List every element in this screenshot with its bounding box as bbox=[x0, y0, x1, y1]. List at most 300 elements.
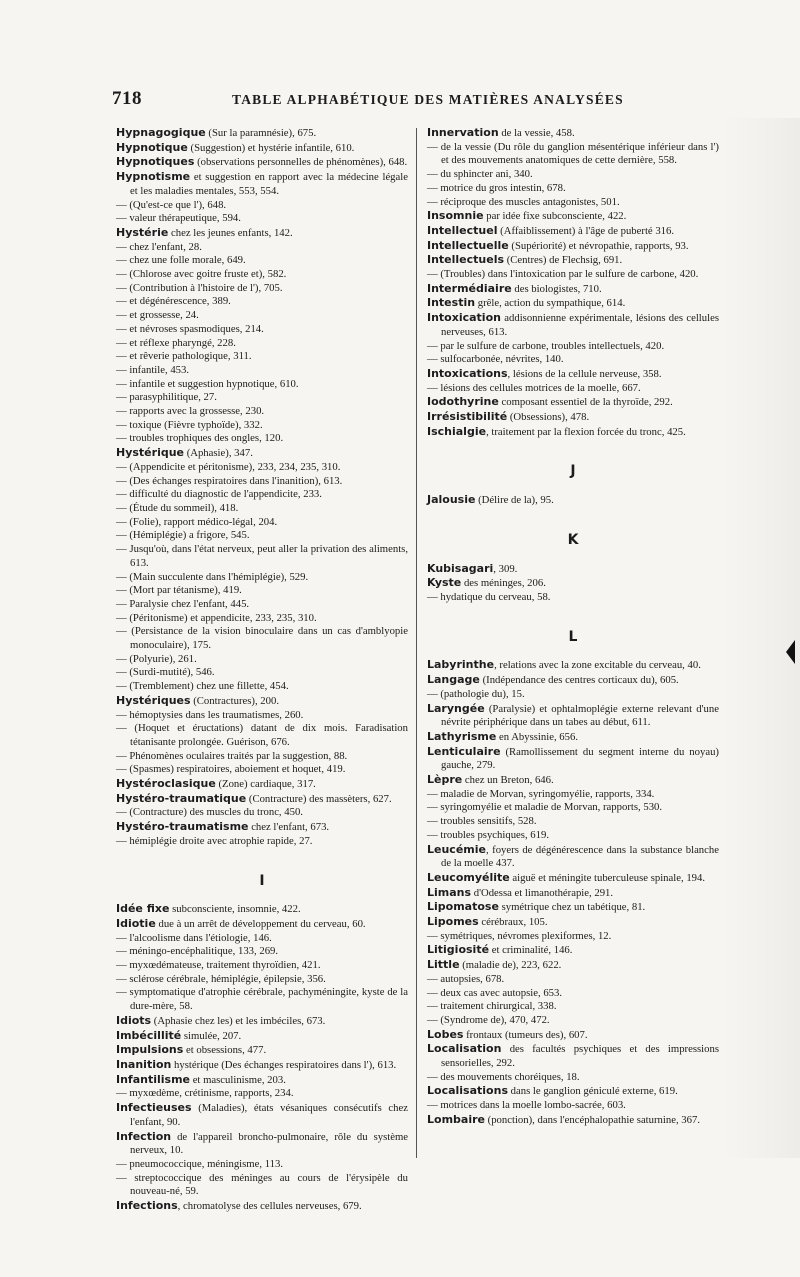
entry-headword: Lathyrisme bbox=[427, 729, 497, 743]
entry-text: — sulfocarbonée, névrites, 140. bbox=[427, 353, 564, 366]
entry-headword: Lèpre bbox=[427, 773, 463, 787]
entry-text: — (Persistance de la vision binoculaire dans un cas d'amblyopie monoculaire), 175. bbox=[116, 625, 408, 652]
entry-text: (ponction), dans l'encéphalopathie saturnine, 367. bbox=[484, 1113, 701, 1126]
entry-text: et criminalité, 146. bbox=[489, 944, 573, 957]
index-entry bbox=[116, 612, 408, 626]
entry-headword: Hystérie bbox=[116, 225, 169, 239]
bleed-through-shadow bbox=[722, 118, 800, 1158]
index-entry bbox=[427, 209, 719, 224]
index-entry bbox=[116, 806, 408, 820]
entry-headword: Intestin bbox=[427, 296, 476, 310]
index-entry bbox=[116, 323, 408, 337]
entry-headword: Lombaire bbox=[427, 1112, 485, 1126]
index-entry bbox=[427, 282, 719, 297]
entry-text: — (Troubles) dans l'intoxication par le sulfure de carbone, 420. bbox=[427, 268, 699, 281]
entry-text: — myxœdème, crétinisme, rapports, 234. bbox=[116, 1087, 294, 1100]
entry-text: — syringomyélie et maladie de Morvan, rapports, 530. bbox=[427, 801, 663, 814]
entry-text: — (Étude du sommeil), 418. bbox=[116, 501, 239, 514]
entry-headword: Hystéro-traumatisme bbox=[116, 820, 249, 834]
entry-headword: Idiotie bbox=[116, 916, 156, 930]
entry-headword: Intoxications bbox=[427, 366, 508, 380]
index-entry bbox=[116, 241, 408, 255]
index-entry bbox=[427, 1028, 719, 1043]
entry-text: — streptococcique des méninges au cours de l'érysipèle du nouveau-né, 59. bbox=[116, 1171, 408, 1198]
page-edge-mark bbox=[786, 640, 795, 664]
entry-text: — maladie de Morvan, syringomyélie, rapports, 334. bbox=[427, 787, 655, 800]
index-entry bbox=[116, 295, 408, 309]
entry-headword: Hystéro-traumatique bbox=[116, 791, 247, 805]
entry-text: — valeur thérapeutique, 594. bbox=[116, 212, 241, 225]
entry-text: (Supériorité) et névropathie, rapports, 93. bbox=[508, 239, 689, 252]
index-entry bbox=[116, 1101, 408, 1129]
entry-text: (Aphasie), 347. bbox=[184, 447, 253, 460]
entry-headword: Jalousie bbox=[427, 493, 476, 507]
index-entry bbox=[427, 311, 719, 339]
index-entry bbox=[116, 309, 408, 323]
index-entry bbox=[427, 788, 719, 802]
entry-headword: Insomnie bbox=[427, 209, 484, 223]
entry-text: — (pathologie du), 15. bbox=[427, 687, 525, 700]
entry-text: — hydatique du cerveau, 58. bbox=[427, 590, 551, 603]
index-entry bbox=[427, 425, 719, 440]
entry-text: — motrice du gros intestin, 678. bbox=[427, 181, 566, 194]
index-entry bbox=[116, 598, 408, 612]
entry-headword: Hypnotiques bbox=[116, 155, 195, 169]
index-entry bbox=[116, 350, 408, 364]
index-entry bbox=[427, 773, 719, 788]
index-entry bbox=[116, 680, 408, 694]
index-entry bbox=[116, 902, 408, 917]
index-entry bbox=[427, 943, 719, 958]
page-header bbox=[112, 88, 632, 112]
entry-text: (Aphasie chez les) et les imbéciles, 673. bbox=[151, 1014, 326, 1027]
entry-headword: Ischialgie bbox=[427, 424, 487, 438]
index-entry bbox=[116, 666, 408, 680]
entry-text: dans le ganglion géniculé externe, 619. bbox=[508, 1085, 678, 1098]
entry-text: par idée fixe subconsciente, 422. bbox=[483, 210, 627, 223]
entry-text: (Affaiblissement) à l'âge de puberté 316. bbox=[497, 224, 675, 237]
entry-text: — deux cas avec autopsie, 653. bbox=[427, 986, 563, 999]
section-letter: J bbox=[570, 463, 576, 480]
entry-headword: Intoxication bbox=[427, 311, 501, 325]
index-entry bbox=[427, 1071, 719, 1085]
entry-headword: Infantilisme bbox=[116, 1072, 191, 1086]
index-entry bbox=[116, 199, 408, 213]
entry-headword: Langage bbox=[427, 673, 480, 687]
entry-text: — sclérose cérébrale, hémiplégie, épilepsie, 356. bbox=[116, 972, 326, 985]
right-index-column bbox=[427, 126, 719, 1128]
entry-text: — Paralysie chez l'enfant, 445. bbox=[116, 597, 250, 610]
entry-text: — infantile, 453. bbox=[116, 363, 190, 376]
index-entry bbox=[116, 529, 408, 543]
section-letter: K bbox=[567, 531, 579, 548]
index-entry bbox=[116, 1029, 408, 1044]
index-entry bbox=[427, 801, 719, 815]
entry-headword: Idée fixe bbox=[116, 902, 170, 916]
index-entry bbox=[427, 958, 719, 973]
entry-text: — méningo-encéphalitique, 133, 269. bbox=[116, 945, 279, 958]
index-entry bbox=[116, 391, 408, 405]
index-entry bbox=[116, 932, 408, 946]
entry-headword: Kubisagari bbox=[427, 561, 494, 575]
entry-headword: Hypnagogique bbox=[116, 126, 206, 139]
entry-headword: Infection bbox=[116, 1129, 172, 1143]
index-entry bbox=[116, 446, 408, 461]
index-entry bbox=[116, 170, 408, 198]
index-entry bbox=[116, 986, 408, 1013]
index-entry bbox=[427, 382, 719, 396]
entry-text: subconsciente, insomnie, 422. bbox=[169, 903, 301, 916]
index-entry bbox=[427, 973, 719, 987]
left-index-column bbox=[116, 126, 408, 1214]
entry-text: aiguë et méningite tuberculeuse spinale, 194. bbox=[509, 871, 706, 884]
index-entry bbox=[427, 196, 719, 210]
index-entry bbox=[116, 1043, 408, 1058]
index-entry bbox=[116, 337, 408, 351]
entry-text: — chez l'enfant, 28. bbox=[116, 240, 202, 253]
entry-text: (Suggestion) et hystérie infantile, 610. bbox=[187, 141, 355, 154]
entry-text: — (Qu'est-ce que l'), 648. bbox=[116, 198, 227, 211]
index-entry bbox=[427, 239, 719, 254]
entry-headword: Imbécillité bbox=[116, 1028, 182, 1042]
index-entry bbox=[116, 155, 408, 170]
entry-text: — (Spasmes) respiratoires, aboiement et hoquet, 419. bbox=[116, 763, 346, 776]
index-entry bbox=[116, 722, 408, 749]
entry-text: — (Tremblement) chez une fillette, 454. bbox=[116, 680, 289, 693]
entry-text: , relations avec la zone excitable du cerveau, 40. bbox=[494, 659, 701, 672]
entry-text: — troubles psychiques, 619. bbox=[427, 828, 550, 841]
entry-text: — (Mort par tétanisme), 419. bbox=[116, 584, 242, 597]
index-entry bbox=[427, 900, 719, 915]
index-entry bbox=[427, 688, 719, 702]
index-entry bbox=[116, 1014, 408, 1029]
entry-headword: Impulsions bbox=[116, 1043, 184, 1057]
index-entry bbox=[427, 253, 719, 268]
entry-text: chez les jeunes enfants, 142. bbox=[168, 226, 293, 239]
index-entry bbox=[427, 126, 719, 141]
entry-text: — pneumococcique, méningisme, 113. bbox=[116, 1157, 284, 1170]
entry-text: (Délire de la), 95. bbox=[475, 494, 554, 507]
entry-text: — (Appendicite et péritonisme), 233, 234, 235, 310. bbox=[116, 460, 341, 473]
index-entry bbox=[116, 571, 408, 585]
entry-headword: Lipomatose bbox=[427, 900, 499, 914]
index-entry bbox=[427, 353, 719, 367]
entry-headword: Laryngée bbox=[427, 701, 485, 715]
index-entry bbox=[116, 461, 408, 475]
entry-text: — symptomatique d'atrophie cérébrale, pachyméningite, kyste de la dure-mère, 58. bbox=[116, 986, 408, 1013]
entry-text: — (Polyurie), 261. bbox=[116, 652, 197, 665]
entry-text: — (Hoquet et éructations) datant de dix mois. Faradisation tétanisante prolongée. Guérison, 676. bbox=[116, 722, 408, 748]
entry-text: — (Hémiplégie) a frigore, 545. bbox=[116, 529, 250, 542]
entry-text: en Abyssinie, 656. bbox=[496, 730, 578, 743]
entry-text: d'Odessa et limanothérapie, 291. bbox=[471, 886, 614, 899]
entry-text: — parasyphilitique, 27. bbox=[116, 391, 217, 404]
index-entry bbox=[427, 1042, 719, 1070]
entry-text: — réciproque des muscles antagonistes, 501. bbox=[427, 195, 620, 208]
entry-text: , lésions de la cellule nerveuse, 358. bbox=[507, 367, 662, 380]
entry-text: — et réflexe pharyngé, 228. bbox=[116, 336, 236, 349]
entry-headword: Infectieuses bbox=[116, 1101, 192, 1115]
entry-text: — Jusqu'où, dans l'état nerveux, peut aller la privation des aliments, 613. bbox=[116, 543, 408, 569]
index-entry bbox=[116, 226, 408, 241]
entry-text: — traitement chirurgical, 338. bbox=[427, 1000, 557, 1013]
index-entry bbox=[427, 168, 719, 182]
index-entry bbox=[116, 364, 408, 378]
entry-text: — rapports avec la grossesse, 230. bbox=[116, 405, 265, 418]
index-entry bbox=[116, 516, 408, 530]
entry-headword: Irrésistibilité bbox=[427, 410, 508, 424]
index-entry bbox=[427, 702, 719, 730]
entry-headword: Leucémie bbox=[427, 842, 486, 856]
index-entry bbox=[116, 254, 408, 268]
entry-text: — (Syndrome de), 470, 472. bbox=[427, 1013, 550, 1026]
entry-text: (Obsessions), 478. bbox=[507, 411, 590, 424]
entry-headword: Intellectuels bbox=[427, 253, 505, 267]
index-entry bbox=[116, 282, 408, 296]
index-entry bbox=[427, 395, 719, 410]
index-entry bbox=[116, 212, 408, 226]
entry-headword: Intermédiaire bbox=[427, 281, 512, 295]
entry-headword: Little bbox=[427, 958, 460, 972]
entry-headword: Lipomes bbox=[427, 915, 479, 929]
entry-headword: Intellectuel bbox=[427, 223, 498, 237]
index-entry bbox=[116, 419, 408, 433]
index-entry bbox=[427, 268, 719, 282]
index-entry bbox=[116, 141, 408, 156]
entry-text: — (Surdi-mutité), 546. bbox=[116, 666, 215, 679]
index-entry bbox=[116, 1172, 408, 1199]
index-entry bbox=[427, 658, 719, 673]
page-number: 718 bbox=[112, 88, 142, 109]
entry-text: — symétriques, névromes plexiformes, 12. bbox=[427, 929, 612, 942]
entry-text: frontaux (tumeurs des), 607. bbox=[463, 1028, 588, 1041]
entry-text: simulée, 207. bbox=[181, 1029, 242, 1042]
entry-text: et masculinisme, 203. bbox=[190, 1073, 286, 1086]
entry-text: — et grossesse, 24. bbox=[116, 309, 199, 322]
entry-headword: Localisation bbox=[427, 1042, 502, 1056]
index-entry bbox=[427, 730, 719, 745]
index-entry bbox=[116, 625, 408, 652]
entry-text: — l'alcoolisme dans l'étiologie, 146. bbox=[116, 931, 272, 944]
entry-text: (Ramollissement du segment interne du noyau) gauche, 279. bbox=[441, 745, 719, 772]
index-entry bbox=[116, 378, 408, 392]
index-entry bbox=[116, 763, 408, 777]
entry-text: — toxique (Fièvre typhoïde), 332. bbox=[116, 418, 263, 431]
entry-headword: Lenticulaire bbox=[427, 744, 501, 758]
entry-text: due à un arrêt de développement du cerveau, 60. bbox=[155, 917, 366, 930]
index-entry bbox=[427, 987, 719, 1001]
entry-text: — myxœdémateuse, traitement thyroïdien, 421. bbox=[116, 959, 321, 972]
entry-text: et obsessions, 477. bbox=[183, 1044, 267, 1057]
index-entry bbox=[427, 1113, 719, 1128]
section-letter: I bbox=[259, 872, 265, 889]
entry-text: (Paralysie) et ophtalmoplégie externe relevant d'une névrite périphérique dans un tabes au début, 611. bbox=[441, 702, 719, 729]
entry-text: addisonnienne expérimentale, lésions des cellules nerveuses, 613. bbox=[441, 312, 719, 338]
index-entry bbox=[116, 917, 408, 932]
index-entry bbox=[116, 488, 408, 502]
entry-text: — (Contribution à l'histoire de l'), 705. bbox=[116, 281, 283, 294]
index-entry bbox=[116, 1087, 408, 1101]
index-entry bbox=[116, 126, 408, 141]
entry-text: — infantile et suggestion hypnotique, 610. bbox=[116, 377, 299, 390]
entry-text: — et rêverie pathologique, 311. bbox=[116, 350, 252, 363]
entry-text: des méninges, 206. bbox=[461, 577, 546, 590]
entry-text: — troubles trophiques des ongles, 120. bbox=[116, 432, 284, 445]
index-entry bbox=[116, 584, 408, 598]
entry-headword: Intellectuelle bbox=[427, 238, 509, 252]
index-entry bbox=[427, 340, 719, 354]
index-entry bbox=[116, 945, 408, 959]
index-entry bbox=[116, 502, 408, 516]
entry-text: — (Main succulente dans l'hémiplégie), 529. bbox=[116, 570, 309, 583]
entry-text: — de la vessie (Du rôle du ganglion mésentérique inférieur dans l') et des mouvements anatomiques de cette dernière, 558. bbox=[427, 140, 719, 167]
entry-text: — (Chlorose avec goitre fruste et), 582. bbox=[116, 268, 287, 281]
entry-text: — (Des échanges respiratoires dans l'inanition), 613. bbox=[116, 474, 343, 487]
index-entry bbox=[116, 835, 408, 849]
index-entry bbox=[427, 141, 719, 168]
entry-headword: Infections bbox=[116, 1199, 178, 1213]
entry-text: (Sur la paramnésie), 675. bbox=[205, 127, 317, 139]
index-entry bbox=[427, 576, 719, 591]
index-entry bbox=[427, 1014, 719, 1028]
index-entry bbox=[427, 224, 719, 239]
entry-text: , traitement par la flexion forcée du tronc, 425. bbox=[486, 425, 686, 438]
entry-headword: Hypnotisme bbox=[116, 170, 191, 184]
entry-text: — hémoptysies dans les traumatismes, 260. bbox=[116, 708, 304, 721]
index-entry bbox=[116, 1130, 408, 1158]
entry-text: — motrices dans la moelle lombo-sacrée, 603. bbox=[427, 1099, 626, 1112]
index-entry bbox=[427, 1099, 719, 1113]
index-entry bbox=[427, 673, 719, 688]
index-entry bbox=[427, 591, 719, 605]
index-entry bbox=[116, 543, 408, 570]
entry-headword: Inanition bbox=[116, 1058, 172, 1071]
entry-text: et suggestion en rapport avec la médecine légale et les maladies mentales, 553, 554. bbox=[130, 171, 408, 197]
entry-text: hystérique (Des échanges respiratoires dans l'), 613. bbox=[171, 1059, 397, 1071]
entry-headword: Labyrinthe bbox=[427, 658, 495, 672]
index-entry bbox=[116, 709, 408, 723]
entry-text: , 309. bbox=[493, 562, 518, 575]
index-entry bbox=[427, 829, 719, 843]
entry-text: , foyers de dégénérescence dans la substance blanche de la moelle 437. bbox=[441, 843, 719, 870]
index-entry bbox=[427, 1084, 719, 1099]
index-entry bbox=[427, 410, 719, 425]
entry-text: cérébraux, 105. bbox=[478, 916, 548, 929]
entry-text: grêle, action du sympathique, 614. bbox=[475, 297, 626, 310]
entry-headword: Hystérique bbox=[116, 446, 185, 460]
entry-headword: Litigiosité bbox=[427, 943, 490, 957]
entry-text: — lésions des cellules motrices de la moelle, 667. bbox=[427, 381, 641, 394]
entry-text: (Zone) cardiaque, 317. bbox=[215, 778, 316, 791]
index-entry bbox=[427, 1000, 719, 1014]
index-entry bbox=[427, 296, 719, 311]
index-entry bbox=[116, 777, 408, 792]
entry-text: (Centres) de Flechsig, 691. bbox=[504, 254, 623, 267]
entry-headword: Kyste bbox=[427, 576, 462, 590]
index-entry bbox=[427, 367, 719, 382]
entry-text: des facultés psychiques et des impressions sensorielles, 292. bbox=[441, 1043, 719, 1070]
index-entry bbox=[427, 562, 719, 577]
index-entry bbox=[427, 182, 719, 196]
entry-text: — difficulté du diagnostic de l'appendicite, 233. bbox=[116, 488, 322, 501]
index-entry bbox=[427, 815, 719, 829]
entry-text: — des mouvements choréiques, 18. bbox=[427, 1070, 580, 1083]
entry-text: — chez une folle morale, 649. bbox=[116, 254, 246, 267]
entry-headword: Idiots bbox=[116, 1013, 152, 1027]
index-entry bbox=[116, 820, 408, 835]
entry-text: de la vessie, 458. bbox=[498, 127, 575, 139]
entry-text: chez l'enfant, 673. bbox=[248, 821, 330, 834]
entry-text: — (Folie), rapport médico-légal, 204. bbox=[116, 515, 278, 528]
index-entry bbox=[116, 405, 408, 419]
entry-text: — Phénomènes oculaires traités par la suggestion, 88. bbox=[116, 749, 348, 762]
entry-text: — hémiplégie droite avec atrophie rapide, 27. bbox=[116, 834, 313, 847]
index-entry bbox=[116, 1199, 408, 1214]
entry-text: — et dégénérescence, 389. bbox=[116, 295, 231, 308]
index-entry bbox=[116, 475, 408, 489]
entry-text: (Contractures), 200. bbox=[190, 694, 280, 707]
index-entry bbox=[116, 1073, 408, 1088]
index-entry bbox=[427, 915, 719, 930]
entry-headword: Innervation bbox=[427, 126, 499, 139]
index-entry bbox=[116, 959, 408, 973]
index-entry bbox=[116, 268, 408, 282]
entry-text: — du sphincter ani, 340. bbox=[427, 168, 533, 181]
entry-text: (Indépendance des centres corticaux du), 605. bbox=[479, 674, 679, 687]
entry-text: — par le sulfure de carbone, troubles intellectuels, 420. bbox=[427, 339, 665, 352]
entry-text: — troubles sensitifs, 528. bbox=[427, 815, 537, 828]
index-entry bbox=[427, 886, 719, 901]
entry-text: (observations personnelles de phénomènes), 648. bbox=[194, 156, 408, 169]
entry-headword: Hypnotique bbox=[116, 140, 188, 154]
entry-text: — (Péritonisme) et appendicite, 233, 235, 310. bbox=[116, 611, 317, 624]
entry-text: — (Contracture) des muscles du tronc, 450. bbox=[116, 806, 303, 819]
entry-headword: Iodothyrine bbox=[427, 395, 499, 409]
entry-text: (Contracture) des massèters, 627. bbox=[246, 792, 392, 805]
index-entry bbox=[427, 843, 719, 871]
entry-headword: Localisations bbox=[427, 1084, 508, 1098]
entry-text: chez un Breton, 646. bbox=[462, 774, 554, 787]
index-entry bbox=[427, 493, 719, 508]
column-divider bbox=[416, 128, 417, 1158]
entry-text: — et névroses spasmodiques, 214. bbox=[116, 322, 264, 335]
section-letter: L bbox=[568, 628, 578, 645]
entry-text: — autopsies, 678. bbox=[427, 972, 505, 985]
index-entry bbox=[427, 871, 719, 886]
index-entry bbox=[116, 750, 408, 764]
entry-text: des biologistes, 710. bbox=[511, 282, 602, 295]
entry-text: , chromatolyse des cellules nerveuses, 679. bbox=[177, 1200, 362, 1213]
index-entry bbox=[116, 792, 408, 807]
entry-headword: Hystériques bbox=[116, 693, 191, 707]
entry-text: (maladie de), 223, 622. bbox=[459, 959, 562, 972]
entry-headword: Hystéroclasique bbox=[116, 777, 216, 791]
entry-headword: Limans bbox=[427, 885, 472, 899]
index-entry bbox=[427, 930, 719, 944]
entry-text: de l'appareil broncho-pulmonaire, rôle du système nerveux, 10. bbox=[130, 1130, 408, 1157]
index-entry bbox=[116, 1058, 408, 1073]
entry-text: (Maladies), états vésaniques consécutifs chez l'enfant, 90. bbox=[130, 1102, 408, 1128]
entry-text: symétrique chez un tabétique, 81. bbox=[498, 901, 646, 914]
index-entry bbox=[427, 745, 719, 773]
index-entry bbox=[116, 1158, 408, 1172]
entry-headword: Lobes bbox=[427, 1027, 464, 1041]
entry-headword: Leucomyélite bbox=[427, 870, 510, 884]
index-entry bbox=[116, 432, 408, 446]
index-entry bbox=[116, 973, 408, 987]
index-entry bbox=[116, 653, 408, 667]
index-entry bbox=[116, 694, 408, 709]
